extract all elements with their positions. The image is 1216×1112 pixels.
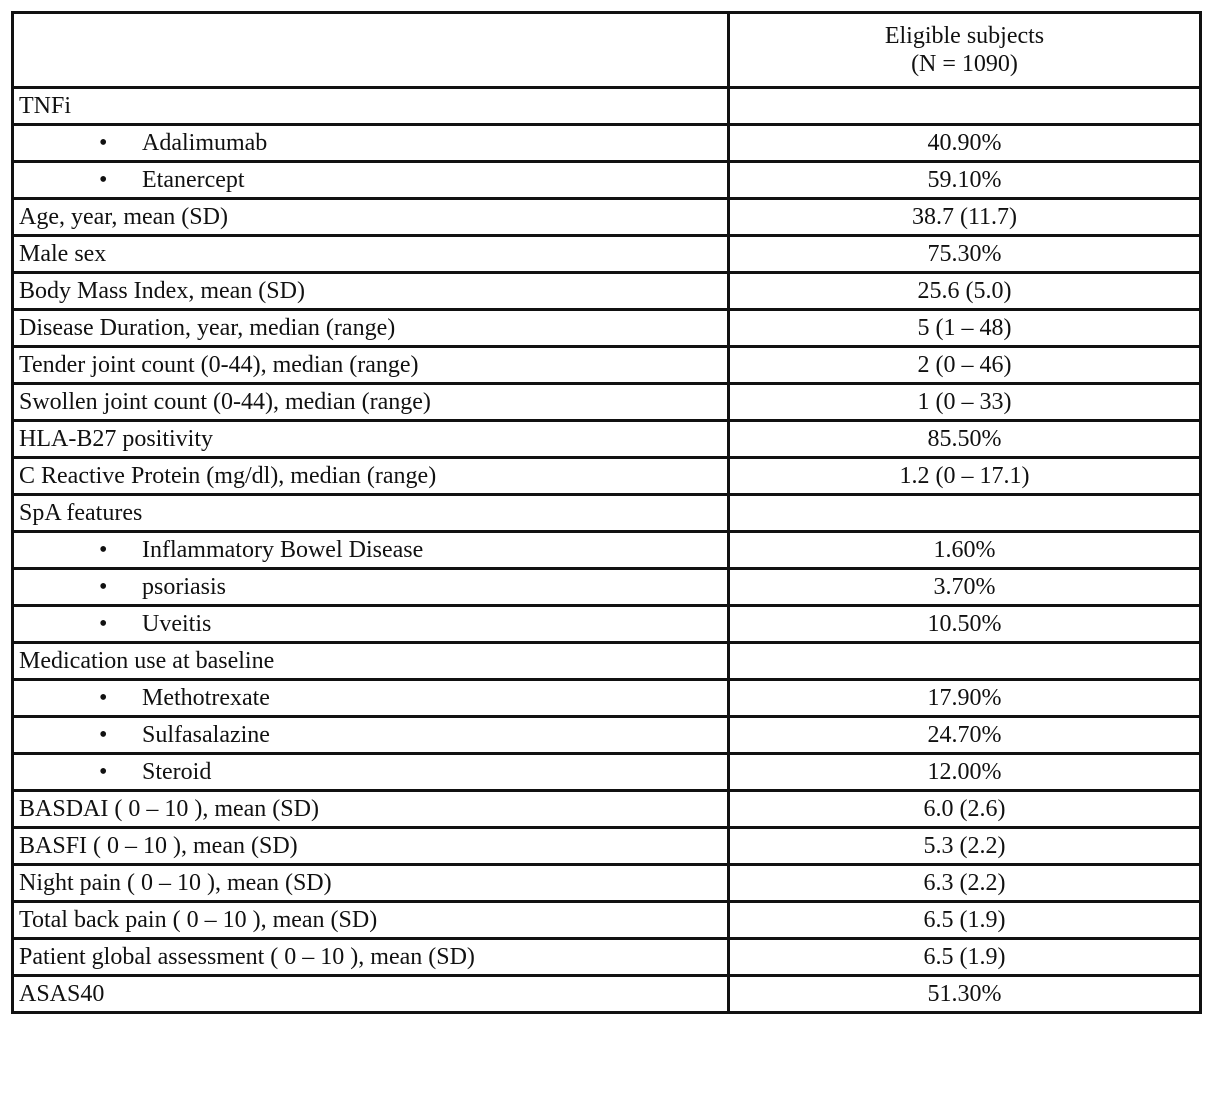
row-label-cell bbox=[13, 273, 729, 310]
table-row bbox=[13, 88, 1201, 125]
row-label: Patient global assessment ( 0 – 10 ), mean (SD) bbox=[19, 944, 475, 970]
bullet-icon: • bbox=[99, 722, 108, 748]
table-row bbox=[13, 384, 1201, 421]
row-label-cell bbox=[13, 754, 729, 791]
row-label-cell bbox=[13, 236, 729, 273]
header-title: Eligible subjects bbox=[884, 23, 1045, 49]
row-label: Total back pain ( 0 – 10 ), mean (SD) bbox=[19, 907, 378, 933]
table-row bbox=[13, 791, 1201, 828]
row-label: Methotrexate bbox=[142, 685, 270, 711]
table-row bbox=[13, 606, 1201, 643]
row-value: 6.0 (2.6) bbox=[729, 791, 1201, 828]
row-value: 6.3 (2.2) bbox=[729, 865, 1201, 902]
table-row bbox=[13, 680, 1201, 717]
table-row bbox=[13, 125, 1201, 162]
row-value: 59.10% bbox=[729, 162, 1201, 199]
row-label-cell bbox=[13, 606, 729, 643]
row-label: Medication use at baseline bbox=[19, 648, 275, 674]
row-label-cell bbox=[13, 421, 729, 458]
table-row bbox=[13, 828, 1201, 865]
bullet-icon: • bbox=[99, 685, 108, 711]
row-value: 24.70% bbox=[729, 717, 1201, 754]
table-row bbox=[13, 717, 1201, 754]
row-label: BASDAI ( 0 – 10 ), mean (SD) bbox=[19, 796, 319, 822]
row-value: 38.7 (11.7) bbox=[729, 199, 1201, 236]
row-label: Etanercept bbox=[142, 167, 245, 193]
row-value: 5.3 (2.2) bbox=[729, 828, 1201, 865]
row-label: C Reactive Protein (mg/dl), median (range) bbox=[19, 463, 437, 489]
table-row bbox=[13, 939, 1201, 976]
bullet-icon: • bbox=[99, 167, 108, 193]
row-value: 51.30% bbox=[729, 976, 1201, 1013]
row-label: Night pain ( 0 – 10 ), mean (SD) bbox=[19, 870, 332, 896]
row-value bbox=[729, 495, 1201, 532]
table-row bbox=[13, 458, 1201, 495]
row-label-cell bbox=[13, 199, 729, 236]
row-label: Male sex bbox=[19, 241, 107, 267]
row-label-cell bbox=[13, 680, 729, 717]
row-label-cell bbox=[13, 384, 729, 421]
row-label-cell bbox=[13, 310, 729, 347]
table-row bbox=[13, 273, 1201, 310]
table-row bbox=[13, 532, 1201, 569]
table-row bbox=[13, 865, 1201, 902]
header-value-cell bbox=[729, 13, 1201, 88]
row-value: 6.5 (1.9) bbox=[729, 939, 1201, 976]
row-label: Sulfasalazine bbox=[142, 722, 270, 748]
row-label: SpA features bbox=[19, 500, 143, 526]
header-row bbox=[13, 13, 1201, 88]
row-value: 2 (0 – 46) bbox=[729, 347, 1201, 384]
header-label-cell bbox=[13, 13, 729, 88]
row-label-cell bbox=[13, 976, 729, 1013]
row-value: 3.70% bbox=[729, 569, 1201, 606]
row-label: Adalimumab bbox=[142, 130, 268, 156]
row-value bbox=[729, 643, 1201, 680]
row-label: BASFI ( 0 – 10 ), mean (SD) bbox=[19, 833, 298, 859]
bullet-icon: • bbox=[99, 130, 108, 156]
row-label: Age, year, mean (SD) bbox=[19, 204, 228, 230]
table-row bbox=[13, 902, 1201, 939]
row-value: 1.60% bbox=[729, 532, 1201, 569]
row-label: ASAS40 bbox=[19, 981, 105, 1007]
row-label-cell bbox=[13, 828, 729, 865]
row-label-cell bbox=[13, 125, 729, 162]
bullet-icon: • bbox=[99, 537, 108, 563]
row-value: 10.50% bbox=[729, 606, 1201, 643]
row-value: 25.6 (5.0) bbox=[729, 273, 1201, 310]
row-value bbox=[729, 88, 1201, 125]
row-label-cell bbox=[13, 865, 729, 902]
table-row bbox=[13, 162, 1201, 199]
row-value: 1 (0 – 33) bbox=[729, 384, 1201, 421]
row-label-cell bbox=[13, 532, 729, 569]
row-label-cell bbox=[13, 939, 729, 976]
table-row bbox=[13, 754, 1201, 791]
row-label: HLA-B27 positivity bbox=[19, 426, 214, 452]
table-row bbox=[13, 976, 1201, 1013]
bullet-icon: • bbox=[99, 574, 108, 600]
row-label-cell bbox=[13, 569, 729, 606]
row-value: 12.00% bbox=[729, 754, 1201, 791]
header-count: (N = 1090) bbox=[911, 51, 1018, 77]
row-label-cell bbox=[13, 88, 729, 125]
bullet-icon: • bbox=[99, 611, 108, 637]
row-label-cell bbox=[13, 717, 729, 754]
row-value: 75.30% bbox=[729, 236, 1201, 273]
row-label: Steroid bbox=[142, 759, 212, 785]
row-label-cell bbox=[13, 643, 729, 680]
row-label: Body Mass Index, mean (SD) bbox=[19, 278, 305, 304]
row-label-cell bbox=[13, 902, 729, 939]
row-label-cell bbox=[13, 458, 729, 495]
table-row bbox=[13, 569, 1201, 606]
table-row bbox=[13, 199, 1201, 236]
row-label: Uveitis bbox=[142, 611, 212, 637]
row-label-cell bbox=[13, 495, 729, 532]
table-row bbox=[13, 495, 1201, 532]
bullet-icon: • bbox=[99, 759, 108, 785]
row-value: 17.90% bbox=[729, 680, 1201, 717]
row-value: 5 (1 – 48) bbox=[729, 310, 1201, 347]
row-label: TNFi bbox=[19, 93, 72, 119]
row-label: Inflammatory Bowel Disease bbox=[142, 537, 424, 563]
row-label-cell bbox=[13, 347, 729, 384]
baseline-characteristics-table bbox=[11, 11, 1202, 1014]
table-row bbox=[13, 236, 1201, 273]
row-label: Swollen joint count (0-44), median (range) bbox=[19, 389, 431, 415]
row-label: psoriasis bbox=[142, 574, 226, 600]
row-label: Disease Duration, year, median (range) bbox=[19, 315, 396, 341]
row-value: 6.5 (1.9) bbox=[729, 902, 1201, 939]
table-row bbox=[13, 421, 1201, 458]
row-value: 40.90% bbox=[729, 125, 1201, 162]
row-value: 85.50% bbox=[729, 421, 1201, 458]
row-value: 1.2 (0 – 17.1) bbox=[729, 458, 1201, 495]
table-row bbox=[13, 310, 1201, 347]
row-label: Tender joint count (0-44), median (range) bbox=[19, 352, 419, 378]
table-row bbox=[13, 643, 1201, 680]
table-row bbox=[13, 347, 1201, 384]
row-label-cell bbox=[13, 791, 729, 828]
row-label-cell bbox=[13, 162, 729, 199]
